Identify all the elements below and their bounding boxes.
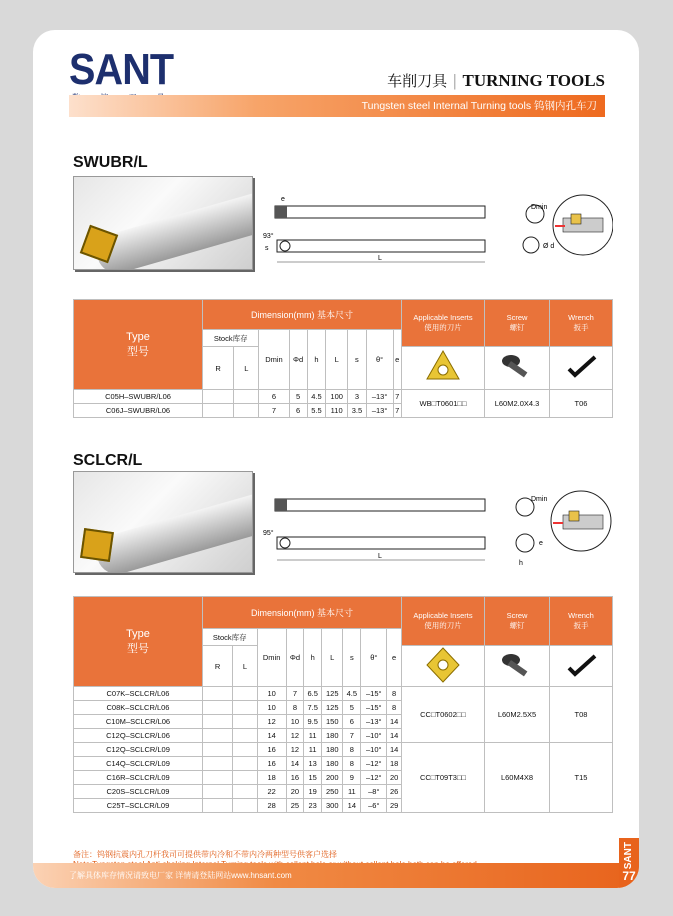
- screw-header: Screw 螺钉: [485, 300, 550, 347]
- wrench-icon: [561, 347, 601, 387]
- dmin-col-header: Dmin: [259, 330, 289, 390]
- table-cell: 180: [322, 757, 343, 771]
- type-cell: C08K–SCLCR/L06: [74, 701, 203, 715]
- table-cell: 12: [286, 743, 304, 757]
- table-cell: 16: [257, 757, 286, 771]
- wrench-header: Wrench 扳手: [550, 597, 613, 646]
- table-cell: 11: [343, 785, 361, 799]
- table-cell: 13: [304, 757, 322, 771]
- technical-drawing-sclcr: [263, 485, 613, 595]
- table-row: [74, 743, 613, 757]
- section-title-sclcr: SCLCR/L: [73, 452, 143, 469]
- table-cell: 14: [387, 729, 402, 743]
- side-tab-brand: SANT: [623, 842, 634, 870]
- drawing-label-s: s: [265, 245, 269, 252]
- table-cell: 14: [387, 743, 402, 757]
- table-cell: 14: [257, 729, 286, 743]
- screw-header: Screw 螺钉: [485, 597, 550, 646]
- drawing-label-L: L: [378, 255, 382, 262]
- spec-table-swubr: [73, 299, 613, 418]
- table-cell: –13°: [361, 715, 387, 729]
- table-cell: [233, 715, 257, 729]
- table-cell: 150: [322, 715, 343, 729]
- table-cell: 6: [289, 404, 307, 418]
- insert-icon-cell: [402, 347, 485, 390]
- drawing-label-h: h: [519, 560, 523, 567]
- table-cell: 5: [289, 390, 307, 404]
- table-cell: [203, 799, 233, 813]
- wrench-cell: T06: [550, 390, 613, 418]
- s-col-header: s: [348, 330, 367, 390]
- table-cell: [203, 390, 234, 404]
- insert-cell: WB□T0601□□: [402, 390, 485, 418]
- table-cell: [234, 390, 259, 404]
- table-cell: 22: [257, 785, 286, 799]
- table-cell: –10°: [361, 743, 387, 757]
- type-header: Type 型号: [74, 300, 203, 390]
- stock-l-header: L: [233, 646, 257, 687]
- length-col-header: L: [322, 629, 343, 687]
- title-separator: |: [453, 71, 457, 90]
- tool-bar-image: [92, 184, 253, 270]
- drawing-label-e: e: [281, 196, 285, 203]
- table-cell: 11: [304, 729, 322, 743]
- length-col-header: L: [326, 330, 348, 390]
- stock-header: Stock库存: [203, 330, 259, 347]
- tool-photo-sclcr: [73, 471, 253, 573]
- table-cell: [233, 757, 257, 771]
- insert-cell: CC□T09T3□□: [402, 743, 485, 813]
- type-cell: C14Q–SCLCR/L09: [74, 757, 203, 771]
- insert-image: [80, 528, 114, 562]
- table-cell: 125: [322, 701, 343, 715]
- table-cell: 200: [322, 771, 343, 785]
- table-cell: 7: [343, 729, 361, 743]
- dmin-col-header: Dmin: [257, 629, 286, 687]
- table-cell: [233, 785, 257, 799]
- catalog-page: [33, 30, 639, 888]
- table-cell: 7: [259, 404, 289, 418]
- wrench-icon-cell: [550, 347, 613, 390]
- table-cell: 3.5: [348, 404, 367, 418]
- table-cell: [233, 701, 257, 715]
- table-cell: 6.5: [304, 687, 322, 701]
- section-circle: [523, 237, 539, 253]
- table-cell: –15°: [361, 701, 387, 715]
- table-cell: 16: [257, 743, 286, 757]
- table-cell: 6: [259, 390, 289, 404]
- theta-col-header: θ°: [366, 330, 393, 390]
- table-cell: –13°: [366, 390, 393, 404]
- drawing-label-phid: Ø d: [543, 243, 555, 250]
- table-cell: 7: [393, 404, 401, 418]
- table-cell: 14: [343, 799, 361, 813]
- shank-top-view: [275, 499, 485, 511]
- table-cell: 125: [322, 687, 343, 701]
- table-cell: 26: [387, 785, 402, 799]
- tool-head-top: [275, 206, 287, 218]
- table-cell: 4.5: [307, 390, 326, 404]
- stock-r-header: R: [203, 646, 233, 687]
- table-cell: 6: [343, 715, 361, 729]
- subcategory-banner: Tungsten steel Internal Turning tools 钨钢内孔车刀: [69, 95, 605, 117]
- table-cell: [203, 757, 233, 771]
- drawing-label-e: e: [539, 540, 543, 547]
- table-cell: –6°: [361, 799, 387, 813]
- technical-drawing-swubr: [263, 190, 613, 300]
- table-cell: 7.5: [304, 701, 322, 715]
- wrench-header: Wrench 扳手: [550, 300, 613, 347]
- table-cell: 8: [343, 757, 361, 771]
- table-cell: [203, 785, 233, 799]
- table-cell: –8°: [361, 785, 387, 799]
- table-row: [74, 390, 613, 404]
- table-cell: 180: [322, 729, 343, 743]
- table-cell: 10: [286, 715, 304, 729]
- page-number: 77: [622, 869, 636, 884]
- logo-text: SANT: [69, 45, 174, 94]
- footer-bar: 了解具体库存情况请致电厂家 详情请登陆网站www.hnsant.com: [33, 863, 639, 888]
- table-cell: 20: [286, 785, 304, 799]
- shank-top-view: [275, 206, 485, 218]
- table-cell: 14: [286, 757, 304, 771]
- stock-header: Stock库存: [203, 629, 258, 646]
- table-cell: 8: [343, 743, 361, 757]
- type-cell: C06J–SWUBR/L06: [74, 404, 203, 418]
- table-cell: [233, 729, 257, 743]
- tool-photo-swubr: [73, 176, 253, 270]
- table-cell: 18: [257, 771, 286, 785]
- theta-col-header: θ°: [361, 629, 387, 687]
- screw-icon: [497, 646, 537, 684]
- table-cell: [203, 715, 233, 729]
- tool-bar-image: [92, 485, 253, 573]
- wrench-cell: T15: [550, 743, 613, 813]
- table-row: [74, 687, 613, 701]
- drawing-label-L: L: [378, 553, 382, 560]
- table-cell: 250: [322, 785, 343, 799]
- wrench-icon: [561, 646, 601, 684]
- tool-head-top: [275, 499, 287, 511]
- table-cell: –13°: [366, 404, 393, 418]
- drawing-label-angle: 93°: [263, 233, 274, 240]
- table-cell: [203, 701, 233, 715]
- phid-col-header: Φd: [286, 629, 304, 687]
- table-cell: [203, 771, 233, 785]
- table-cell: 5.5: [307, 404, 326, 418]
- table-cell: 20: [387, 771, 402, 785]
- table-cell: 180: [322, 743, 343, 757]
- table-cell: 19: [304, 785, 322, 799]
- insert-icon-cell: [402, 646, 485, 687]
- table-cell: 16: [286, 771, 304, 785]
- stock-r-header: R: [203, 347, 234, 390]
- table-cell: 10: [257, 687, 286, 701]
- spec-table-sclcr: [73, 596, 613, 813]
- category-title-cn: 车削刀具: [387, 72, 448, 90]
- rhombic-insert-icon: [423, 646, 463, 684]
- screw-cell: L60M2.5X5: [485, 687, 550, 743]
- trigon-insert-icon: [423, 347, 463, 387]
- table-cell: [203, 729, 233, 743]
- inserts-header: Applicable Inserts 使用的刀片: [402, 597, 485, 646]
- tool-head-side: [280, 538, 290, 548]
- screw-cell: L60M2.0X4.3: [485, 390, 550, 418]
- table-cell: [203, 743, 233, 757]
- type-cell: C12Q–SCLCR/L09: [74, 743, 203, 757]
- table-cell: 8: [286, 701, 304, 715]
- wrench-cell: T08: [550, 687, 613, 743]
- e-col-header: e: [393, 330, 401, 390]
- table-cell: 300: [322, 799, 343, 813]
- shank-side-view: [277, 537, 485, 549]
- section-title-swubr: SWUBR/L: [73, 154, 148, 171]
- table-cell: 3: [348, 390, 367, 404]
- h-col-header: h: [307, 330, 326, 390]
- table-cell: 7: [286, 687, 304, 701]
- dimension-header: Dimension(mm) 基本尺寸: [203, 597, 402, 629]
- table-cell: [233, 799, 257, 813]
- type-header: Type 型号: [74, 597, 203, 687]
- table-cell: [203, 687, 233, 701]
- table-cell: 12: [257, 715, 286, 729]
- type-cell: C10M–SCLCR/L06: [74, 715, 203, 729]
- shank-side-view: [277, 240, 485, 252]
- table-cell: 9.5: [304, 715, 322, 729]
- h-col-header: h: [304, 629, 322, 687]
- table-cell: 15: [304, 771, 322, 785]
- stock-l-header: L: [234, 347, 259, 390]
- table-cell: 29: [387, 799, 402, 813]
- dimension-header: Dimension(mm) 基本尺寸: [203, 300, 402, 330]
- table-cell: –12°: [361, 757, 387, 771]
- screw-icon: [497, 347, 537, 387]
- table-cell: 11: [304, 743, 322, 757]
- wrench-icon-cell: [550, 646, 613, 687]
- table-cell: 8: [387, 687, 402, 701]
- detail-tool: [563, 218, 603, 232]
- type-cell: C16R–SCLCR/L09: [74, 771, 203, 785]
- drawing-label-angle: 95°: [263, 530, 274, 537]
- table-cell: [234, 404, 259, 418]
- table-cell: –10°: [361, 729, 387, 743]
- type-cell: C05H–SWUBR/L06: [74, 390, 203, 404]
- table-cell: 4.5: [343, 687, 361, 701]
- type-cell: C20S–SCLCR/L09: [74, 785, 203, 799]
- table-cell: 25: [286, 799, 304, 813]
- type-cell: C07K–SCLCR/L06: [74, 687, 203, 701]
- type-cell: C25T–SCLCR/L09: [74, 799, 203, 813]
- table-cell: 10: [257, 701, 286, 715]
- s-col-header: s: [343, 629, 361, 687]
- screw-icon-cell: [485, 347, 550, 390]
- table-cell: 5: [343, 701, 361, 715]
- insert-cell: CC□T0602□□: [402, 687, 485, 743]
- table-cell: 100: [326, 390, 348, 404]
- table-cell: 110: [326, 404, 348, 418]
- drawing-label-dmin: Dmin: [531, 204, 548, 211]
- table-cell: 7: [393, 390, 401, 404]
- table-cell: –12°: [361, 771, 387, 785]
- detail-insert: [569, 511, 579, 521]
- inserts-header: Applicable Inserts 使用的刀片: [402, 300, 485, 347]
- table-cell: [203, 404, 234, 418]
- section-circle: [516, 534, 534, 552]
- detail-insert: [571, 214, 581, 224]
- drawing-label-dmin: Dmin: [531, 496, 548, 503]
- table-cell: [233, 743, 257, 757]
- e-col-header: e: [387, 629, 402, 687]
- table-cell: 18: [387, 757, 402, 771]
- table-cell: –15°: [361, 687, 387, 701]
- table-cell: 28: [257, 799, 286, 813]
- table-cell: 12: [286, 729, 304, 743]
- screw-icon-cell: [485, 646, 550, 687]
- category-title-en: TURNING TOOLS: [462, 71, 605, 90]
- phid-col-header: Φd: [289, 330, 307, 390]
- table-cell: [233, 771, 257, 785]
- table-cell: 23: [304, 799, 322, 813]
- type-cell: C12Q–SCLCR/L06: [74, 729, 203, 743]
- table-cell: 14: [387, 715, 402, 729]
- table-cell: 9: [343, 771, 361, 785]
- category-title: [387, 70, 605, 91]
- tool-head-side: [280, 241, 290, 251]
- footnote-cn: 备注：钨钢抗震内孔刀杆我司可提供带内冷和不带内冷两种型号供客户选择: [73, 850, 337, 859]
- table-cell: [233, 687, 257, 701]
- page-side-tab: [619, 838, 639, 888]
- screw-cell: L60M4X8: [485, 743, 550, 813]
- table-cell: 8: [387, 701, 402, 715]
